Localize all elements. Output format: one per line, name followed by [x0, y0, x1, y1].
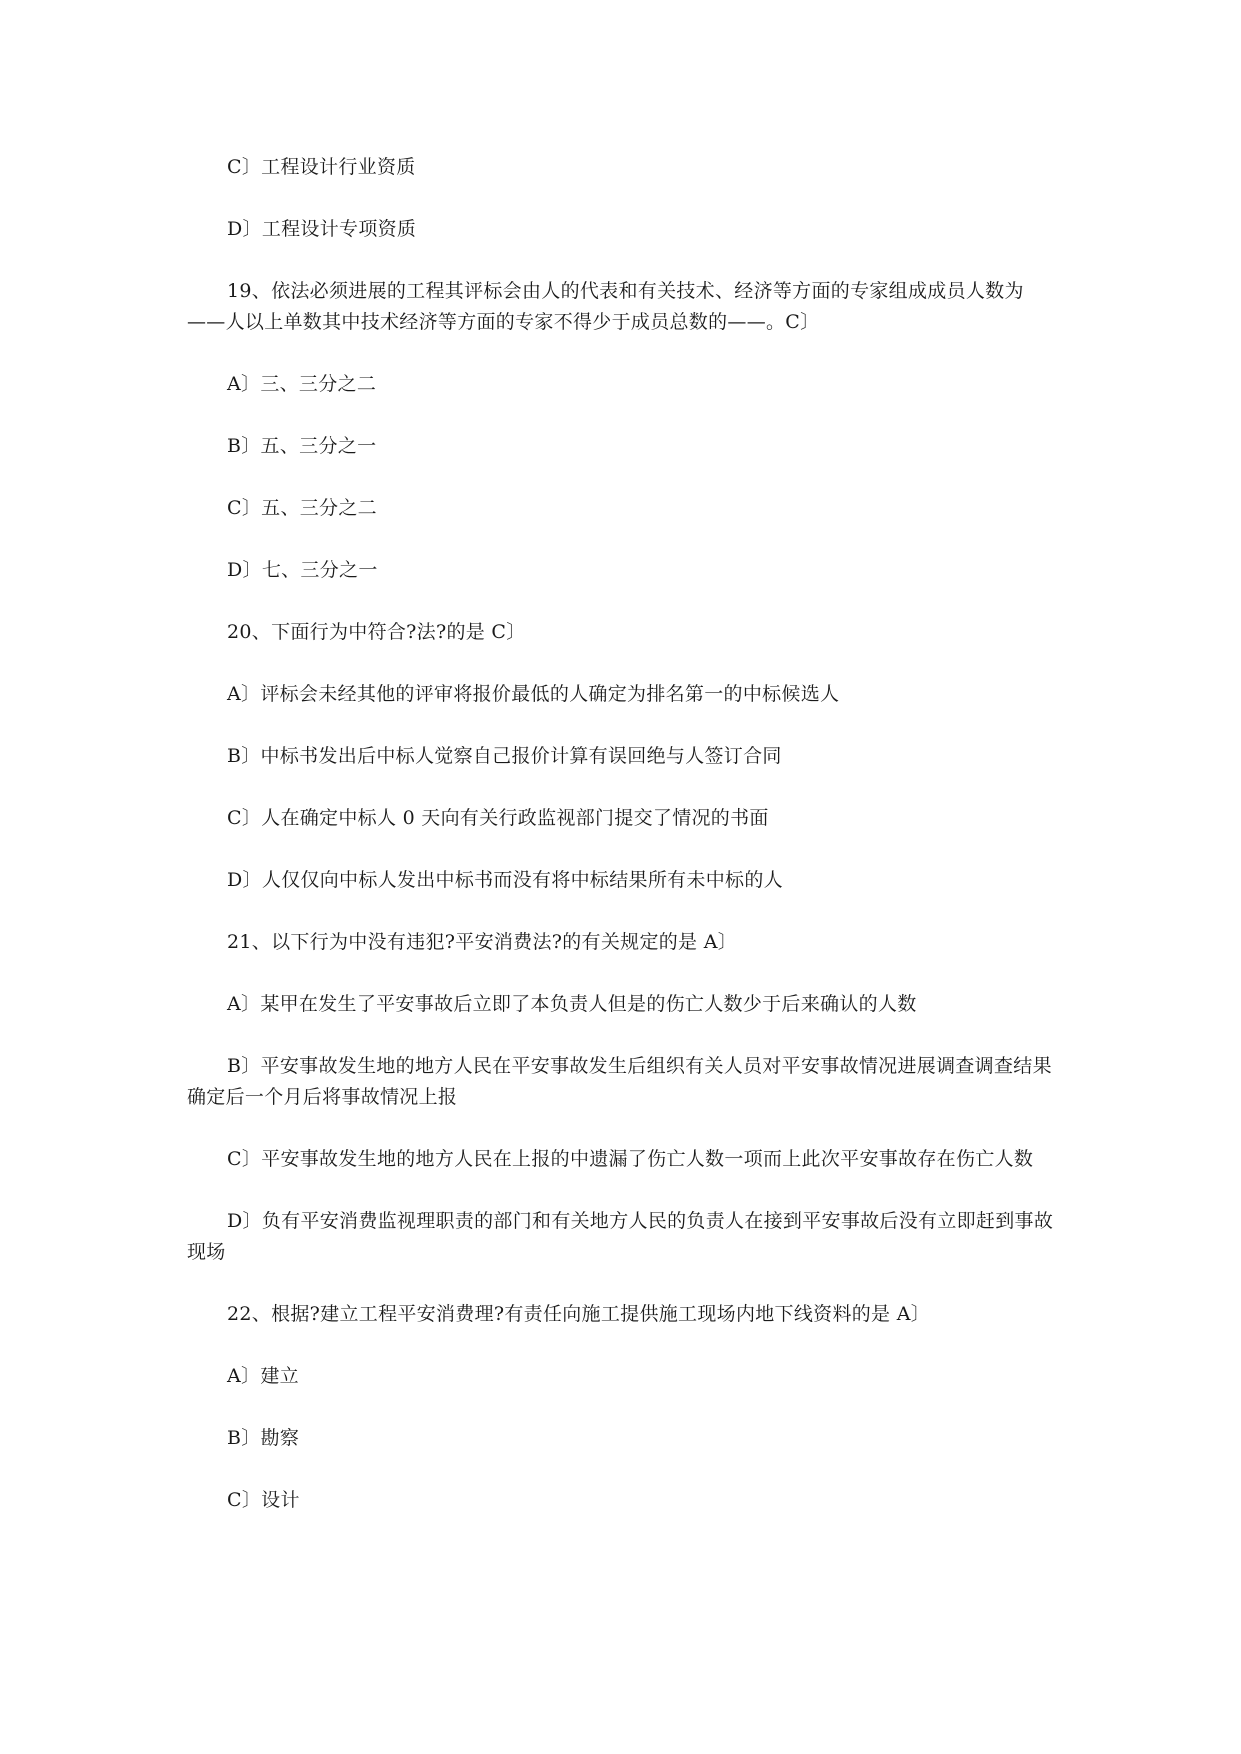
- question-21-option-d: D〕负有平安消费监视理职责的部门和有关地方人民的负责人在接到平安事故后没有立即赶到事故现场: [187, 1210, 1054, 1263]
- question-20-option-a: A〕评标会未经其他的评审将报价最低的人确定为排名第一的中标候选人: [227, 683, 840, 705]
- question-21-option-a: A〕某甲在发生了平安事故后立即了本负责人但是的伤亡人数少于后来确认的人数: [227, 993, 917, 1015]
- question-19: 19、依法必须进展的工程其评标会由人的代表和有关技术、经济等方面的专家组成成员人数为——人以上单数其中技术经济等方面的专家不得少于成员总数的——。C〕: [187, 280, 1024, 333]
- question-20: 20、下面行为中符合?法?的是 C〕: [227, 621, 526, 643]
- question-22-option-b: B〕勘察: [227, 1427, 300, 1449]
- question-20-option-b: B〕中标书发出后中标人觉察自己报价计算有误回绝与人签订合同: [227, 745, 782, 767]
- question-19-option-d: D〕七、三分之一: [227, 559, 378, 581]
- question-20-option-c: C〕人在确定中标人 0 天向有关行政监视部门提交了情况的书面: [227, 807, 769, 829]
- question-19-option-c: C〕五、三分之二: [227, 497, 377, 519]
- question-20-option-d: D〕人仅仅向中标人发出中标书而没有将中标结果所有未中标的人: [227, 869, 783, 891]
- question-21-option-b: B〕平安事故发生地的地方人民在平安事故发生后组织有关人员对平安事故情况进展调查调查结果确定后一个月后将事故情况上报: [187, 1055, 1052, 1108]
- document-body: [187, 152, 1057, 1516]
- question-19-option-b: B〕五、三分之一: [227, 435, 377, 457]
- question-21-option-c: C〕平安事故发生地的地方人民在上报的中遗漏了伤亡人数一项而上此次平安事故存在伤亡人数: [227, 1148, 1034, 1170]
- question-22: 22、根据?建立工程平安消费理?有责任向施工提供施工现场内地下线资料的是 A〕: [227, 1303, 931, 1325]
- question-19-option-a: A〕三、三分之二: [227, 373, 377, 395]
- option-d-special-qualification: D〕工程设计专项资质: [227, 218, 417, 240]
- question-21: 21、以下行为中没有违犯?平安消费法?的有关规定的是 A〕: [227, 931, 738, 953]
- question-22-option-c: C〕设计: [227, 1489, 300, 1511]
- option-c-industry-qualification: C〕工程设计行业资质: [227, 156, 416, 178]
- question-22-option-a: A〕建立: [227, 1365, 299, 1387]
